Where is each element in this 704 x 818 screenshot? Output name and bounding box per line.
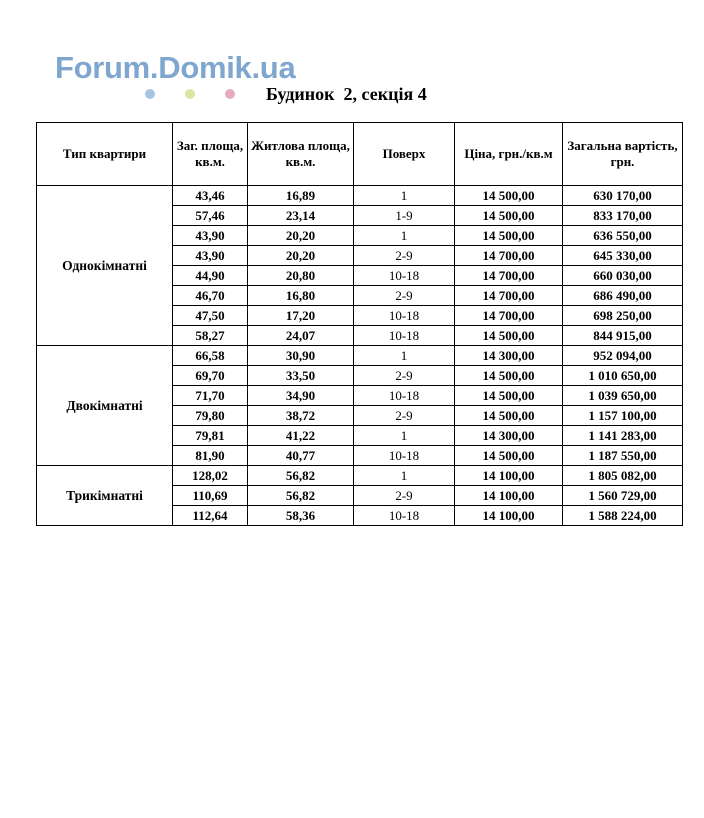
cell-total-area: 81,90 <box>173 446 248 466</box>
cell-living-area: 33,50 <box>248 366 354 386</box>
cell-total-area: 128,02 <box>173 466 248 486</box>
cell-living-area: 58,36 <box>248 506 354 526</box>
cell-price-per-m2: 14 700,00 <box>455 286 563 306</box>
cell-floor: 2-9 <box>354 246 455 266</box>
cell-total-area: 58,27 <box>173 326 248 346</box>
cell-price-per-m2: 14 100,00 <box>455 506 563 526</box>
table-header-row <box>37 123 683 186</box>
cell-total-area: 47,50 <box>173 306 248 326</box>
site-logo: Forum.Domik.ua <box>55 50 296 85</box>
cell-floor: 1-9 <box>354 206 455 226</box>
cell-living-area: 56,82 <box>248 486 354 506</box>
cell-living-area: 41,22 <box>248 426 354 446</box>
table-row <box>37 466 683 486</box>
cell-total-area: 69,70 <box>173 366 248 386</box>
cell-total-cost: 660 030,00 <box>563 266 683 286</box>
apartment-price-table <box>36 122 683 526</box>
cell-total-area: 43,90 <box>173 226 248 246</box>
cell-total-cost: 630 170,00 <box>563 186 683 206</box>
cell-total-area: 66,58 <box>173 346 248 366</box>
logo-dot-green <box>185 89 195 99</box>
page-title: Будинок 2, секція 4 <box>266 84 427 104</box>
cell-living-area: 20,20 <box>248 226 354 246</box>
cell-living-area: 56,82 <box>248 466 354 486</box>
cell-total-area: 79,81 <box>173 426 248 446</box>
cell-total-cost: 1 039 650,00 <box>563 386 683 406</box>
cell-living-area: 38,72 <box>248 406 354 426</box>
header-total-area: Заг. площа, кв.м. <box>173 123 248 186</box>
cell-floor: 10-18 <box>354 506 455 526</box>
cell-total-cost: 1 157 100,00 <box>563 406 683 426</box>
cell-total-area: 43,90 <box>173 246 248 266</box>
cell-total-cost: 636 550,00 <box>563 226 683 246</box>
cell-price-per-m2: 14 500,00 <box>455 206 563 226</box>
cell-total-cost: 1 141 283,00 <box>563 426 683 446</box>
table-row <box>37 346 683 366</box>
header-apartment-type: Тип квартири <box>37 123 173 186</box>
cell-living-area: 30,90 <box>248 346 354 366</box>
cell-apartment-type: Двокімнатні <box>37 346 173 466</box>
cell-floor: 1 <box>354 346 455 366</box>
cell-total-area: 110,69 <box>173 486 248 506</box>
cell-total-area: 46,70 <box>173 286 248 306</box>
cell-price-per-m2: 14 500,00 <box>455 326 563 346</box>
cell-total-cost: 1 010 650,00 <box>563 366 683 386</box>
logo-dot-blue <box>145 89 155 99</box>
header-total-cost: Загальна вартість, грн. <box>563 123 683 186</box>
cell-price-per-m2: 14 700,00 <box>455 266 563 286</box>
cell-floor: 10-18 <box>354 266 455 286</box>
cell-floor: 10-18 <box>354 326 455 346</box>
header-floor: Поверх <box>354 123 455 186</box>
logo-dot-pink <box>225 89 235 99</box>
cell-living-area: 16,80 <box>248 286 354 306</box>
cell-apartment-type: Однокімнатні <box>37 186 173 346</box>
cell-total-cost: 1 187 550,00 <box>563 446 683 466</box>
header-living-area: Житлова площа, кв.м. <box>248 123 354 186</box>
cell-price-per-m2: 14 300,00 <box>455 346 563 366</box>
cell-total-area: 71,70 <box>173 386 248 406</box>
cell-total-cost: 686 490,00 <box>563 286 683 306</box>
cell-price-per-m2: 14 100,00 <box>455 466 563 486</box>
cell-price-per-m2: 14 100,00 <box>455 486 563 506</box>
cell-floor: 2-9 <box>354 286 455 306</box>
cell-living-area: 17,20 <box>248 306 354 326</box>
cell-total-area: 112,64 <box>173 506 248 526</box>
cell-floor: 1 <box>354 226 455 246</box>
cell-floor: 1 <box>354 426 455 446</box>
cell-floor: 2-9 <box>354 366 455 386</box>
cell-total-area: 44,90 <box>173 266 248 286</box>
cell-price-per-m2: 14 500,00 <box>455 406 563 426</box>
cell-price-per-m2: 14 500,00 <box>455 366 563 386</box>
table-row <box>37 186 683 206</box>
cell-price-per-m2: 14 700,00 <box>455 246 563 266</box>
cell-floor: 2-9 <box>354 406 455 426</box>
cell-total-cost: 952 094,00 <box>563 346 683 366</box>
cell-total-cost: 1 805 082,00 <box>563 466 683 486</box>
cell-total-cost: 645 330,00 <box>563 246 683 266</box>
cell-floor: 10-18 <box>354 386 455 406</box>
cell-total-cost: 833 170,00 <box>563 206 683 226</box>
cell-living-area: 16,89 <box>248 186 354 206</box>
cell-price-per-m2: 14 300,00 <box>455 426 563 446</box>
cell-living-area: 34,90 <box>248 386 354 406</box>
cell-total-cost: 1 588 224,00 <box>563 506 683 526</box>
cell-total-area: 57,46 <box>173 206 248 226</box>
cell-living-area: 20,80 <box>248 266 354 286</box>
cell-floor: 10-18 <box>354 306 455 326</box>
cell-total-cost: 1 560 729,00 <box>563 486 683 506</box>
cell-price-per-m2: 14 500,00 <box>455 446 563 466</box>
cell-living-area: 24,07 <box>248 326 354 346</box>
cell-floor: 2-9 <box>354 486 455 506</box>
cell-total-cost: 844 915,00 <box>563 326 683 346</box>
cell-living-area: 40,77 <box>248 446 354 466</box>
cell-living-area: 23,14 <box>248 206 354 226</box>
cell-floor: 1 <box>354 186 455 206</box>
cell-price-per-m2: 14 700,00 <box>455 306 563 326</box>
header-price-per-m2: Ціна, грн./кв.м <box>455 123 563 186</box>
cell-price-per-m2: 14 500,00 <box>455 386 563 406</box>
cell-total-cost: 698 250,00 <box>563 306 683 326</box>
cell-apartment-type: Трикімнатні <box>37 466 173 526</box>
cell-price-per-m2: 14 500,00 <box>455 186 563 206</box>
cell-total-area: 43,46 <box>173 186 248 206</box>
cell-floor: 10-18 <box>354 446 455 466</box>
cell-floor: 1 <box>354 466 455 486</box>
cell-living-area: 20,20 <box>248 246 354 266</box>
cell-total-area: 79,80 <box>173 406 248 426</box>
cell-price-per-m2: 14 500,00 <box>455 226 563 246</box>
